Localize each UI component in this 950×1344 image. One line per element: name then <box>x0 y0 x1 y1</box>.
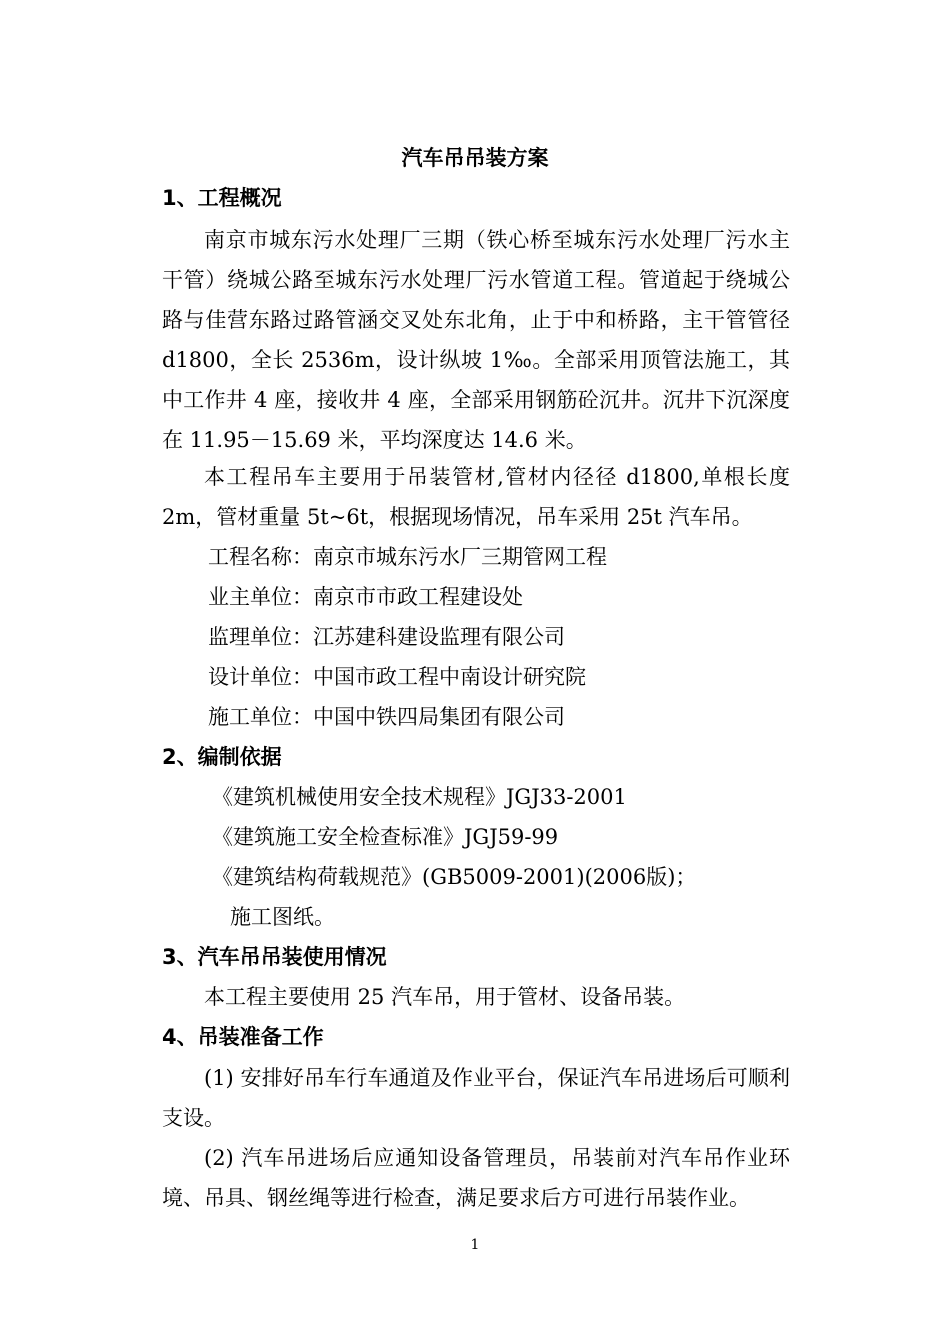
section-4-paragraph-2: (2) 汽车吊进场后应通知设备管理员，吊装前对汽车吊作业环境、吊具、钢丝绳等进行检查，满足要求后方可进行吊装作业。 <box>162 1146 790 1210</box>
reference-1: 《建筑机械使用安全技术规程》JGJ33-2001 <box>212 785 627 809</box>
section-heading-4: 4、吊装准备工作 <box>162 1025 324 1049</box>
section-heading-2: 2、编制依据 <box>162 745 282 769</box>
construction-unit: 施工单位：中国中铁四局集团有限公司 <box>208 705 565 729</box>
reference-3: 《建筑结构荷载规范》(GB5009-2001)(2006版)； <box>212 865 697 889</box>
supervision-unit: 监理单位：江苏建科建设监理有限公司 <box>208 625 565 649</box>
reference-2: 《建筑施工安全检查标准》JGJ59-99 <box>212 825 559 849</box>
owner-unit: 业主单位：南京市市政工程建设处 <box>208 585 523 609</box>
project-name: 工程名称：南京市城东污水厂三期管网工程 <box>208 545 607 569</box>
document-title: 汽车吊吊装方案 <box>401 146 549 170</box>
section-1-paragraph-2: 本工程吊车主要用于吊装管材,管材内径径 d1800,单根长度 2m，管材重量 5t~6t，根据现场情况，吊车采用 25t 汽车吊。 <box>162 465 790 529</box>
design-unit: 设计单位：中国市政工程中南设计研究院 <box>208 665 586 689</box>
page-number: 1 <box>470 1237 480 1253</box>
section-1-paragraph-1: 南京市城东污水处理厂三期（铁心桥至城东污水处理厂污水主干管）绕城公路至城东污水处理厂污水管道工程。管道起于绕城公路与佳营东路过路管涵交叉处东北角，止于中和桥路，主干管管径 d1800，全长 2536m，设计纵坡 1‰。全部采用顶管法施工，其中工作井 4 座，接收井 4 座，全部采用钢筋砼沉井。沉井下沉深度在 11.95－15.69 米，平均深度达 14.6 米。 <box>162 228 790 452</box>
section-3-paragraph-1: 本工程主要使用 25 汽车吊，用于管材、设备吊装。 <box>204 985 686 1009</box>
section-heading-1: 1、工程概况 <box>162 186 282 210</box>
reference-4: 施工图纸。 <box>230 905 335 929</box>
section-heading-3: 3、汽车吊吊装使用情况 <box>162 945 387 969</box>
section-4-paragraph-1: (1) 安排好吊车行车通道及作业平台，保证汽车吊进场后可顺利支设。 <box>162 1066 790 1130</box>
